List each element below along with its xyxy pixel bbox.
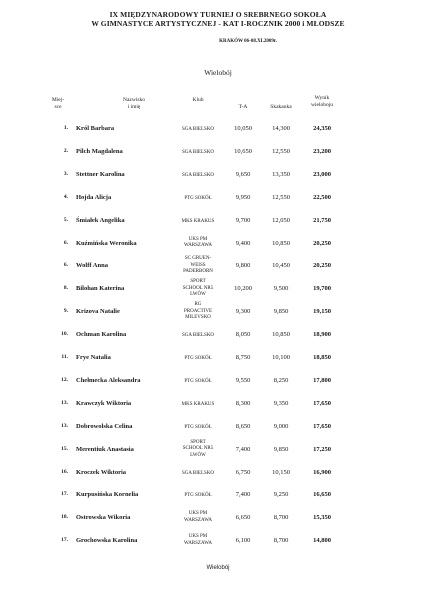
name-cell: Pilch Magdalena xyxy=(76,147,123,155)
club-cell: SGA BIELSKO xyxy=(181,127,215,132)
title-line-2: W GIMNASTYCE ARTYSTYCZNEJ - KAT I-ROCZNIK 2000 i MŁODSZE xyxy=(91,19,345,28)
club-cell: UKS PM WARSZAWA xyxy=(184,534,212,546)
club-cell: SGA BIELSKO xyxy=(181,172,215,178)
title-line-1: IX MIĘDZYNARODOWY TURNIEJ O SREBRNEGO SOKOŁA xyxy=(109,10,327,19)
ta-score-cell: 9,300 xyxy=(235,308,251,316)
ta-score-cell: 10,650 xyxy=(234,147,252,155)
table-row xyxy=(0,346,436,370)
table-row xyxy=(0,529,436,553)
place-cell: 10. xyxy=(61,331,68,338)
club-cell: SPORT SCHOOL NR5 LWÓW xyxy=(182,439,214,458)
place-cell: 9. xyxy=(63,308,68,315)
place-cell: 12. xyxy=(61,376,68,383)
name-cell: Grochowska Karolina xyxy=(76,537,138,545)
ta-score-cell: 7,400 xyxy=(235,491,251,499)
total-score-cell: 20,250 xyxy=(313,239,331,247)
rope-score-cell: 10,450 xyxy=(272,262,290,270)
total-score-cell: 17,650 xyxy=(313,422,331,430)
name-cell: Wolff Anna xyxy=(76,262,108,270)
rope-score-cell: 9,350 xyxy=(273,399,289,407)
name-cell: Chełmecka Aleksandra xyxy=(76,376,141,384)
rope-score-cell: 8,700 xyxy=(273,514,289,522)
club-cell: RG PROACTIVE MILEVSKO xyxy=(183,302,213,321)
name-cell: Ostrowska Wikoria xyxy=(76,514,131,522)
club-cell: PTG SOKÓŁ xyxy=(184,424,212,430)
col-club-header: Klub xyxy=(192,97,204,103)
rope-score-cell: 12,050 xyxy=(272,216,290,224)
place-cell: 15. xyxy=(61,445,68,452)
ta-score-cell: 9,400 xyxy=(235,239,251,247)
rope-score-cell: 9,850 xyxy=(273,308,289,316)
place-cell: 8. xyxy=(63,285,68,292)
club-cell: PTG SOKÓŁ xyxy=(184,195,212,201)
table-row xyxy=(0,483,436,507)
rope-score-cell: 9,000 xyxy=(273,422,289,430)
ta-score-cell: 8,750 xyxy=(235,354,251,361)
ta-score-cell: 6,650 xyxy=(235,514,251,522)
total-score-cell: 19,700 xyxy=(313,285,331,293)
club-cell: PTG SOKÓŁ xyxy=(184,356,212,361)
ta-score-cell: 6,100 xyxy=(235,537,251,545)
total-score-cell: 22,500 xyxy=(313,193,331,201)
club-cell: UKS PM WARSZAWA xyxy=(184,511,212,523)
table-row xyxy=(0,277,436,301)
rope-score-cell: 12,550 xyxy=(272,147,290,155)
place-cell: 6. xyxy=(63,239,68,246)
rope-score-cell: 10,100 xyxy=(272,354,290,361)
place-cell: 4. xyxy=(63,193,68,200)
total-score-cell: 24,350 xyxy=(313,125,331,132)
total-score-cell: 17,800 xyxy=(313,376,331,384)
footer-label: Wielobój xyxy=(206,565,230,571)
total-score-cell: 19,150 xyxy=(313,308,331,316)
rope-score-cell: 12,550 xyxy=(272,193,290,201)
section-title: Wielobój xyxy=(204,68,232,77)
ta-score-cell: 10,050 xyxy=(234,125,252,132)
total-score-cell: 14,800 xyxy=(313,537,331,545)
ta-score-cell: 9,700 xyxy=(235,216,251,224)
place-cell: 3. xyxy=(63,170,68,177)
rope-score-cell: 8,250 xyxy=(273,376,289,384)
club-cell: MKS KRAKUS xyxy=(181,218,215,224)
total-score-cell: 21,750 xyxy=(313,216,331,224)
club-cell: UKS PM WARSZAWA xyxy=(184,236,212,248)
name-cell: Król Barbara xyxy=(76,125,115,132)
total-score-cell: 23,200 xyxy=(313,147,331,155)
total-score-cell: 18,850 xyxy=(313,354,331,361)
ta-score-cell: 9,950 xyxy=(235,193,251,201)
place-cell: 16. xyxy=(61,468,68,475)
place-cell: 2. xyxy=(63,147,68,154)
table-row xyxy=(0,323,436,347)
rope-score-cell: 9,500 xyxy=(273,285,289,293)
rope-score-cell: 14,300 xyxy=(272,125,290,132)
name-cell: Dobrowolska Celina xyxy=(76,422,133,430)
ta-score-cell: 8,650 xyxy=(235,422,251,430)
total-score-cell: 15,350 xyxy=(313,514,331,522)
club-cell: SGA BIELSKO xyxy=(181,149,215,155)
rope-score-cell: 10,850 xyxy=(272,331,290,339)
total-score-cell: 17,250 xyxy=(313,445,331,453)
table-row xyxy=(0,506,436,530)
table-row xyxy=(0,117,436,141)
col-place-header: Miej- sce xyxy=(51,97,65,110)
col-sk-header: Skakanka xyxy=(270,104,292,110)
table-row xyxy=(0,163,436,187)
ta-score-cell: 8,050 xyxy=(235,331,251,339)
name-cell: Merentiuk Anastasia xyxy=(76,445,134,453)
name-cell: Hojda Alicja xyxy=(76,193,112,201)
club-cell: PTG SOKÓŁ xyxy=(184,378,212,384)
name-cell: Krawczyk Wiktoria xyxy=(76,399,132,407)
table-row xyxy=(0,254,436,278)
name-cell: Kroczek Wiktoria xyxy=(76,468,127,476)
rope-score-cell: 9,250 xyxy=(273,491,289,499)
ta-score-cell: 9,550 xyxy=(235,376,251,384)
club-cell: SPORT SCHOOL NR5 LWÓW xyxy=(182,279,214,298)
total-score-cell: 17,650 xyxy=(313,399,331,407)
place-cell: 13. xyxy=(61,399,68,406)
name-cell: Frye Natalia xyxy=(76,354,111,361)
ta-score-cell: 9,800 xyxy=(235,262,251,270)
club-cell: MKS KRAKUS xyxy=(181,401,215,407)
ta-score-cell: 10,200 xyxy=(234,285,252,293)
table-row xyxy=(0,209,436,233)
club-cell: PTG SOKÓŁ xyxy=(184,493,212,499)
place-cell: 13. xyxy=(61,422,68,429)
name-cell: Śmiałek Angelika xyxy=(76,216,125,224)
table-row xyxy=(0,461,436,485)
name-cell: Bilohan Katerina xyxy=(76,285,125,293)
col-name-header: Nazwisko i imię xyxy=(123,97,145,110)
club-cell: SC GRUEN- WEISS PADERBORN xyxy=(183,256,213,275)
name-cell: Kurpusińska Kornelia xyxy=(76,491,139,499)
place-cell: 18. xyxy=(61,514,68,521)
name-cell: Kuźmińska Weronika xyxy=(76,239,137,247)
table-row xyxy=(0,438,436,462)
ta-score-cell: 8,300 xyxy=(235,399,251,407)
place-cell: 17. xyxy=(61,537,68,544)
total-score-cell: 16,650 xyxy=(313,491,331,499)
ta-score-cell: 7,400 xyxy=(235,445,251,453)
rope-score-cell: 10,850 xyxy=(272,239,290,247)
col-result-header: Wynik wieloboju xyxy=(311,95,333,108)
table-row xyxy=(0,140,436,164)
rope-score-cell: 8,700 xyxy=(273,537,289,545)
club-cell: SGA BIELSKO xyxy=(181,470,215,476)
table-row xyxy=(0,300,436,324)
ta-score-cell: 6,750 xyxy=(235,468,251,476)
place-cell: 11. xyxy=(61,354,68,360)
total-score-cell: 23,000 xyxy=(313,170,331,178)
table-row xyxy=(0,369,436,393)
table-row xyxy=(0,232,436,256)
col-ta-header: T-A xyxy=(238,104,248,110)
club-cell: SGA BIELSKO xyxy=(181,333,215,339)
total-score-cell: 16,900 xyxy=(313,468,331,476)
ta-score-cell: 9,650 xyxy=(235,170,251,178)
name-cell: Stettner Karolina xyxy=(76,170,125,178)
table-row xyxy=(0,392,436,416)
place-date: KRAKÓW 06-08.XI.2009r. xyxy=(219,39,277,44)
total-score-cell: 18,900 xyxy=(313,331,331,339)
rope-score-cell: 10,150 xyxy=(272,468,290,476)
table-row xyxy=(0,415,436,439)
place-cell: 1. xyxy=(63,125,68,131)
place-cell: 6. xyxy=(63,262,68,269)
table-row xyxy=(0,186,436,210)
rope-score-cell: 13,350 xyxy=(272,170,290,178)
rope-score-cell: 9,850 xyxy=(273,445,289,453)
total-score-cell: 20,250 xyxy=(313,262,331,270)
name-cell: Ochman Karolina xyxy=(76,331,127,339)
name-cell: Krizova Natalie xyxy=(76,308,120,316)
place-cell: 5. xyxy=(63,216,68,223)
place-cell: 17. xyxy=(61,491,68,498)
